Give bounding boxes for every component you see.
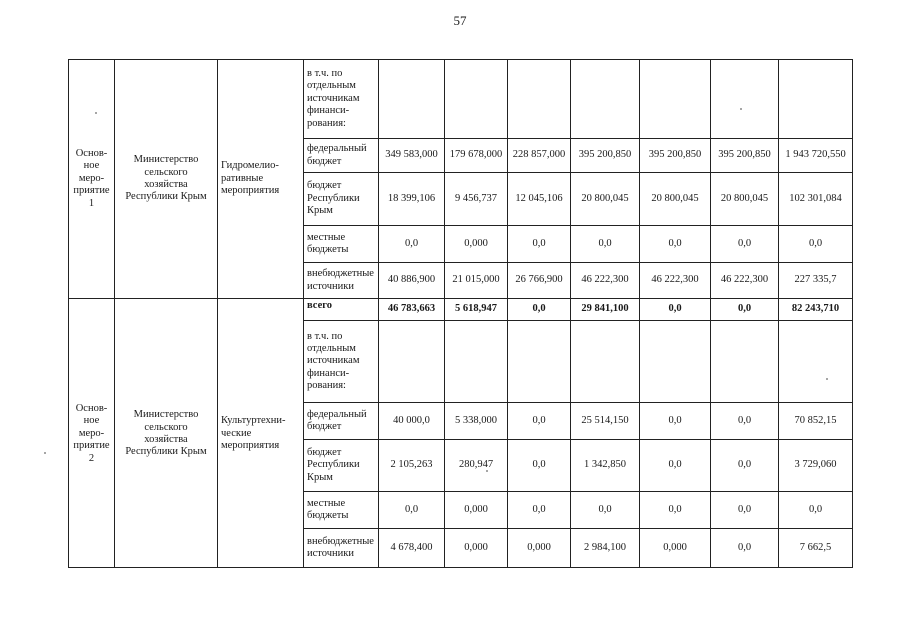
value-cell: 227 335,7 bbox=[779, 263, 853, 299]
funding-table bbox=[68, 59, 853, 568]
value-cell bbox=[379, 321, 445, 403]
table-row bbox=[69, 60, 853, 139]
value-cell: 20 800,045 bbox=[711, 173, 779, 226]
value-cell: 0,000 bbox=[640, 529, 711, 568]
value-cell: 395 200,850 bbox=[640, 139, 711, 173]
value-cell bbox=[711, 321, 779, 403]
value-cell: 395 200,850 bbox=[571, 139, 640, 173]
page-number: 57 bbox=[453, 13, 467, 28]
value-cell: 20 800,045 bbox=[571, 173, 640, 226]
value-cell bbox=[779, 60, 853, 139]
scan-speck bbox=[95, 112, 97, 114]
value-cell: 1 342,850 bbox=[571, 440, 640, 492]
ministry-cell bbox=[115, 299, 218, 568]
value-cell bbox=[445, 60, 508, 139]
value-cell bbox=[508, 60, 571, 139]
value-cell: 0,0 bbox=[571, 492, 640, 529]
value-cell: 0,0 bbox=[640, 440, 711, 492]
value-cell: 280,947 bbox=[445, 440, 508, 492]
value-cell: 179 678,000 bbox=[445, 139, 508, 173]
source-label: бюджет Республики Крым bbox=[304, 173, 379, 226]
value-cell: 102 301,084 bbox=[779, 173, 853, 226]
table-row bbox=[69, 299, 853, 321]
value-cell: 228 857,000 bbox=[508, 139, 571, 173]
activity-label: Культуртехни- ческие мероприятия bbox=[221, 415, 286, 452]
value-cell: 0,0 bbox=[508, 492, 571, 529]
value-cell: 5 618,947 bbox=[445, 299, 508, 321]
scan-speck bbox=[44, 452, 46, 454]
value-cell: 7 662,5 bbox=[779, 529, 853, 568]
source-label: федеральный бюджет bbox=[304, 139, 379, 173]
value-cell: 0,0 bbox=[711, 492, 779, 529]
value-cell: 0,0 bbox=[779, 492, 853, 529]
value-cell bbox=[571, 60, 640, 139]
value-cell: 18 399,106 bbox=[379, 173, 445, 226]
value-cell: 1 943 720,550 bbox=[779, 139, 853, 173]
value-cell: 0,0 bbox=[640, 299, 711, 321]
value-cell: 0,0 bbox=[711, 226, 779, 263]
source-label: бюджет Республики Крым bbox=[304, 440, 379, 492]
value-cell: 0,0 bbox=[508, 440, 571, 492]
scan-speck bbox=[826, 378, 828, 380]
value-cell: 0,0 bbox=[779, 226, 853, 263]
value-cell: 0,000 bbox=[445, 226, 508, 263]
value-cell: 40 000,0 bbox=[379, 403, 445, 440]
value-cell: 0,000 bbox=[445, 529, 508, 568]
value-cell: 0,0 bbox=[640, 492, 711, 529]
event-cell bbox=[69, 299, 115, 568]
value-cell: 70 852,15 bbox=[779, 403, 853, 440]
value-cell: 0,0 bbox=[711, 440, 779, 492]
value-cell: 0,0 bbox=[508, 226, 571, 263]
scan-speck bbox=[486, 470, 488, 472]
value-cell: 0,0 bbox=[711, 403, 779, 440]
event-label: Основ- ное меро- приятие 1 bbox=[73, 148, 110, 209]
value-cell: 0,0 bbox=[640, 403, 711, 440]
event-label: Основ- ное меро- приятие 2 bbox=[73, 403, 110, 464]
value-cell: 9 456,737 bbox=[445, 173, 508, 226]
value-cell: 0,0 bbox=[640, 226, 711, 263]
activity-cell bbox=[218, 60, 304, 299]
value-cell bbox=[711, 60, 779, 139]
value-cell: 46 783,663 bbox=[379, 299, 445, 321]
activity-cell bbox=[218, 299, 304, 568]
value-cell: 5 338,000 bbox=[445, 403, 508, 440]
value-cell: 46 222,300 bbox=[711, 263, 779, 299]
value-cell: 26 766,900 bbox=[508, 263, 571, 299]
value-cell: 349 583,000 bbox=[379, 139, 445, 173]
ministry-label: Министерство сельского хозяйства Республики Крым bbox=[125, 409, 207, 458]
value-cell: 0,000 bbox=[445, 492, 508, 529]
value-cell: 0,0 bbox=[571, 226, 640, 263]
value-cell: 29 841,100 bbox=[571, 299, 640, 321]
value-cell: 2 105,263 bbox=[379, 440, 445, 492]
value-cell: 0,0 bbox=[711, 529, 779, 568]
value-cell: 82 243,710 bbox=[779, 299, 853, 321]
value-cell: 25 514,150 bbox=[571, 403, 640, 440]
value-cell: 395 200,850 bbox=[711, 139, 779, 173]
value-cell: 40 886,900 bbox=[379, 263, 445, 299]
value-cell: 46 222,300 bbox=[571, 263, 640, 299]
value-cell: 20 800,045 bbox=[640, 173, 711, 226]
ministry-cell bbox=[115, 60, 218, 299]
value-cell: 0,0 bbox=[379, 492, 445, 529]
value-cell: 0,0 bbox=[379, 226, 445, 263]
source-label: федеральный бюджет bbox=[304, 403, 379, 440]
source-label: местные бюджеты bbox=[304, 492, 379, 529]
source-label: в т.ч. по отдельным источникам финанси- рования: bbox=[304, 321, 379, 403]
value-cell: 21 015,000 bbox=[445, 263, 508, 299]
value-cell: 0,0 bbox=[508, 403, 571, 440]
value-cell: 4 678,400 bbox=[379, 529, 445, 568]
value-cell: 3 729,060 bbox=[779, 440, 853, 492]
value-cell: 46 222,300 bbox=[640, 263, 711, 299]
value-cell bbox=[779, 321, 853, 403]
value-cell bbox=[640, 60, 711, 139]
value-cell bbox=[640, 321, 711, 403]
value-cell bbox=[571, 321, 640, 403]
value-cell: 2 984,100 bbox=[571, 529, 640, 568]
value-cell: 0,000 bbox=[508, 529, 571, 568]
value-cell: 12 045,106 bbox=[508, 173, 571, 226]
source-label: внебюджетные источники bbox=[304, 529, 379, 568]
ministry-label: Министерство сельского хозяйства Республики Крым bbox=[125, 154, 207, 203]
value-cell: 0,0 bbox=[508, 299, 571, 321]
value-cell bbox=[379, 60, 445, 139]
source-label: всего bbox=[304, 299, 379, 321]
value-cell bbox=[508, 321, 571, 403]
event-cell bbox=[69, 60, 115, 299]
activity-label: Гидромелио- ративные мероприятия bbox=[221, 160, 280, 197]
value-cell: 0,0 bbox=[711, 299, 779, 321]
source-label: местные бюджеты bbox=[304, 226, 379, 263]
scan-speck bbox=[740, 108, 742, 110]
source-label: внебюджетные источники bbox=[304, 263, 379, 299]
source-label: в т.ч. по отдельным источникам финанси- рования: bbox=[304, 60, 379, 139]
value-cell bbox=[445, 321, 508, 403]
